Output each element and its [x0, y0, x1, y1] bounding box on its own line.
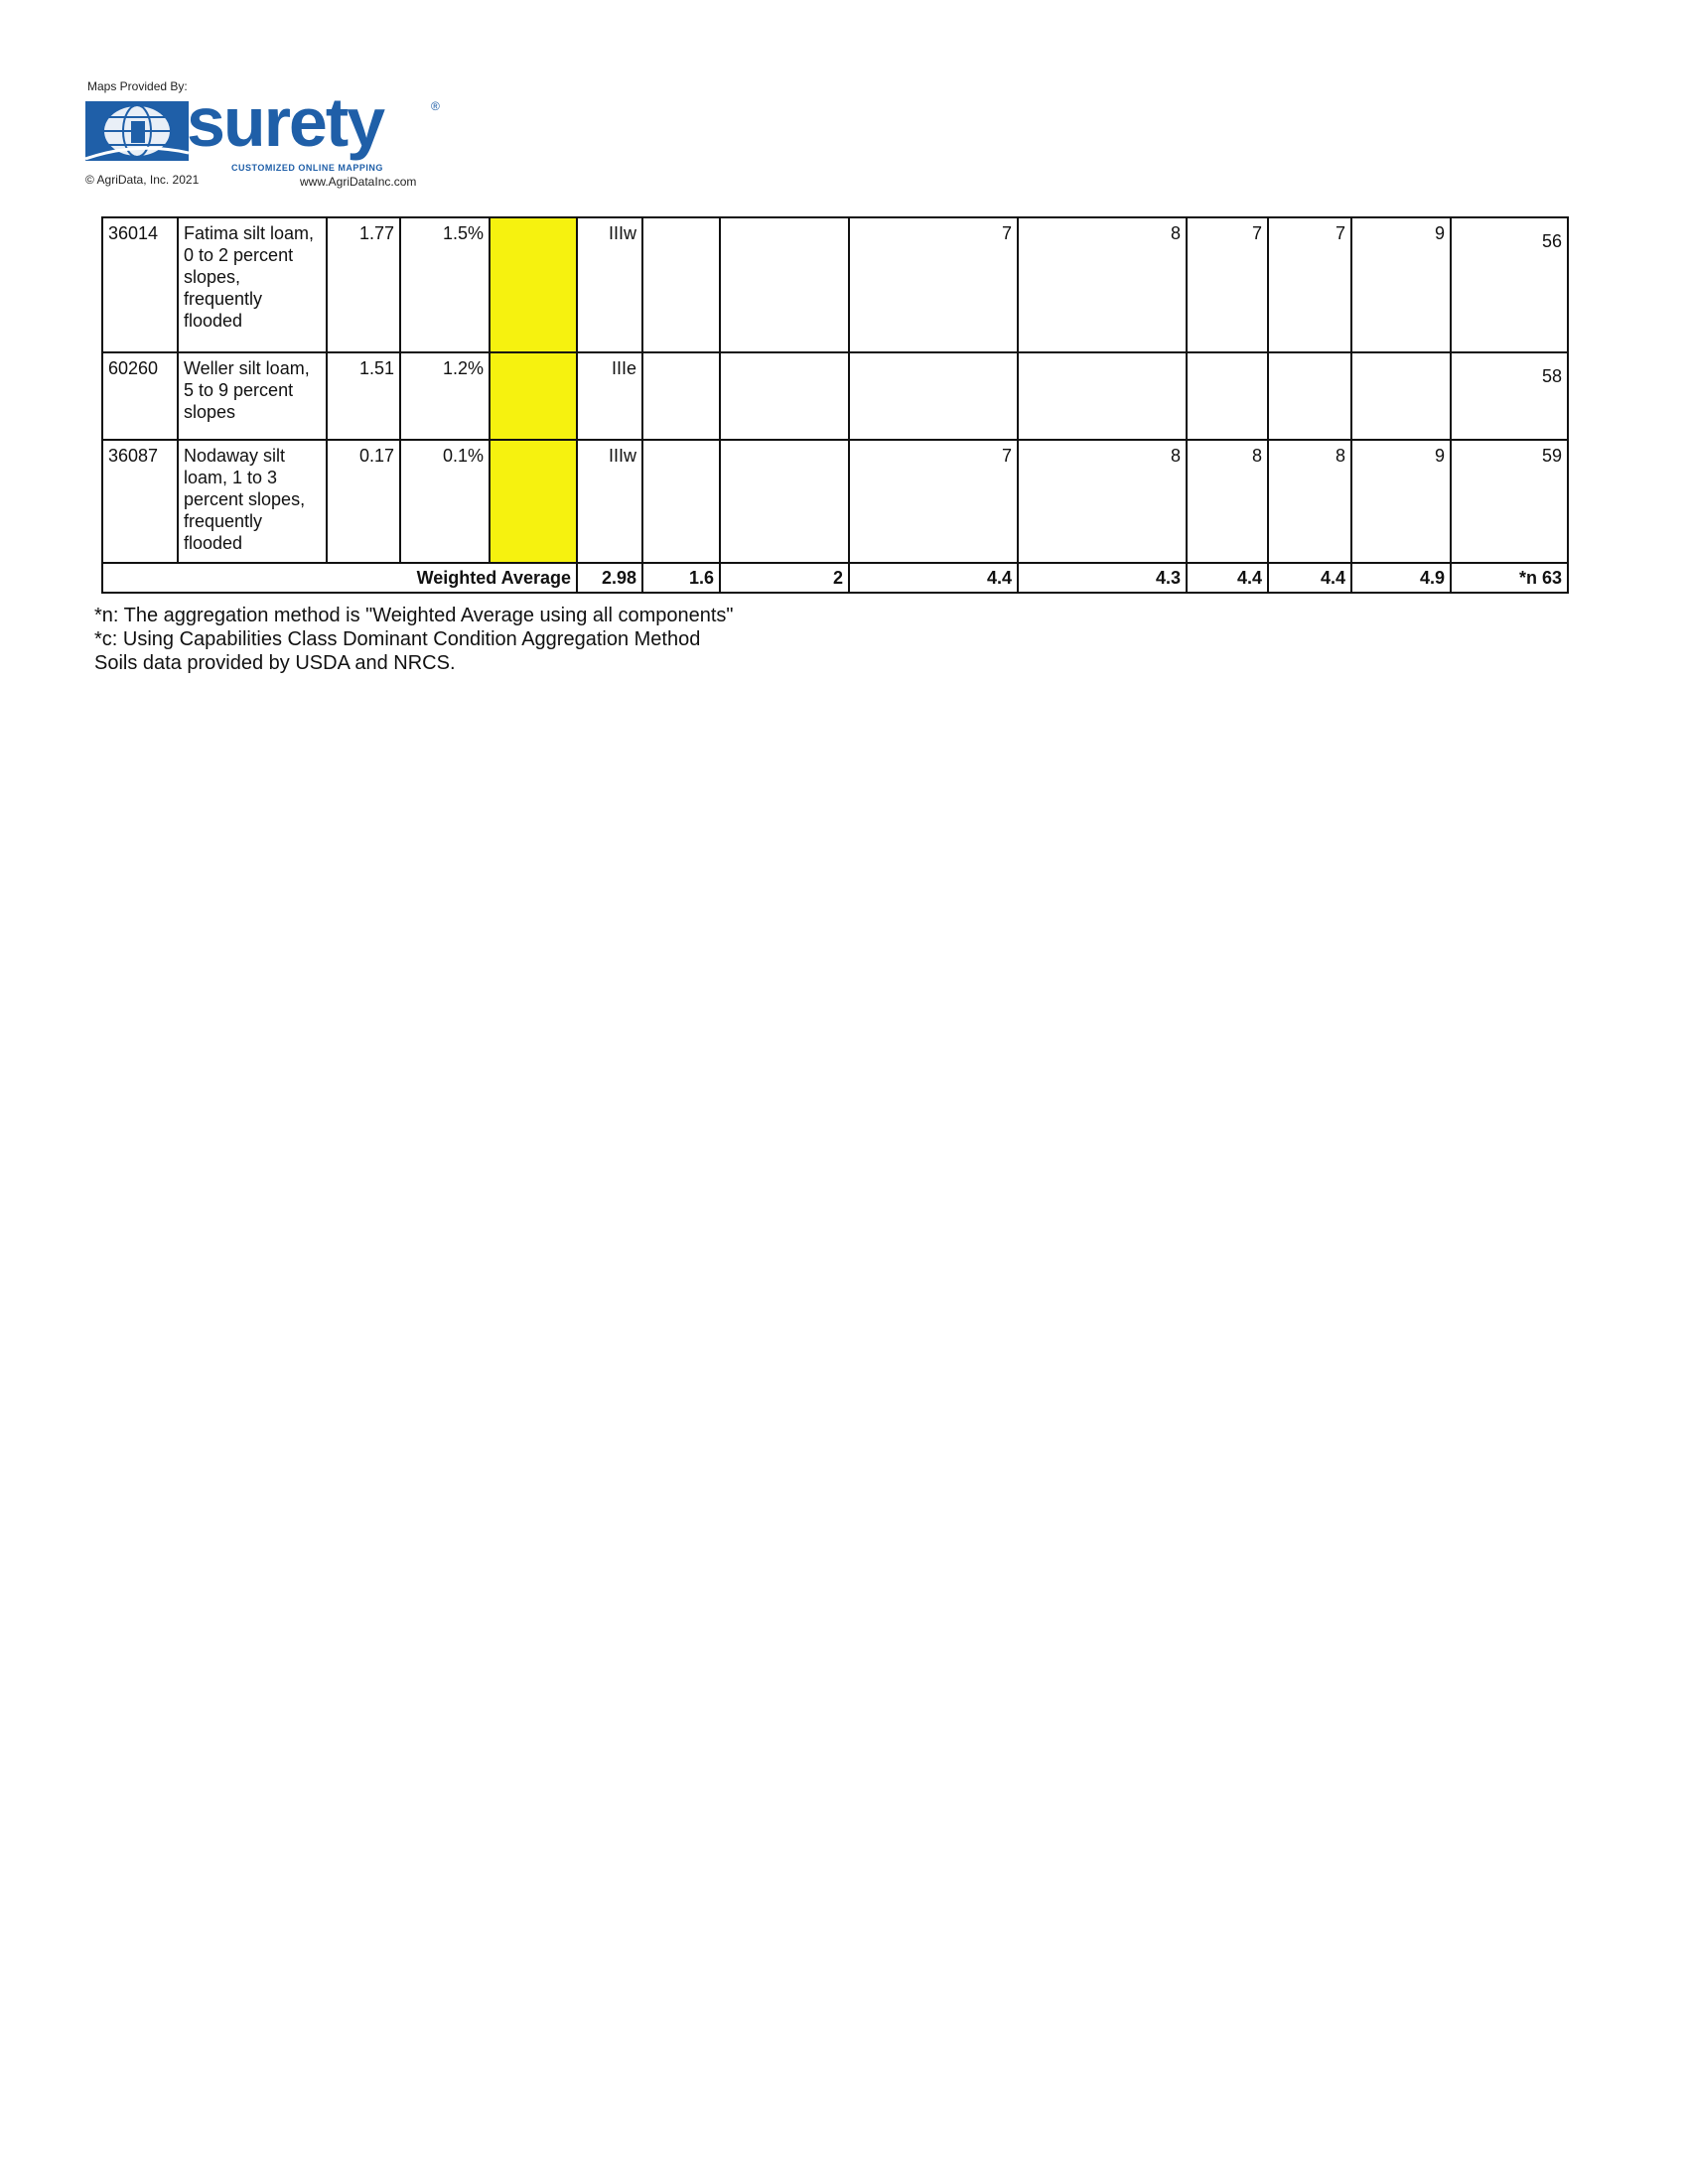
soil-description: Weller silt loam, 5 to 9 percent slopes — [178, 352, 327, 440]
soil-value-c3: 7 — [849, 217, 1018, 352]
table-row — [102, 217, 1568, 352]
soil-class: IIIe — [577, 352, 642, 440]
brand-tagline: CUSTOMIZED ONLINE MAPPING — [231, 163, 383, 173]
soil-value-c5: 8 — [1187, 440, 1268, 563]
soil-value-c4 — [1018, 352, 1187, 440]
footnote-source: Soils data provided by USDA and NRCS. — [94, 652, 456, 674]
soil-value-c2 — [720, 217, 849, 352]
soil-value-c1 — [642, 352, 720, 440]
maps-provided-label: Maps Provided By: — [87, 79, 188, 93]
weighted-average-label: Weighted Average — [102, 563, 577, 593]
soil-value-c8: 59 — [1451, 440, 1568, 563]
soil-acres: 0.17 — [327, 440, 400, 563]
table-row — [102, 440, 1568, 563]
soil-value-c8: 58 — [1451, 352, 1568, 440]
soil-code: 36087 — [102, 440, 178, 563]
soil-value-c6: 8 — [1268, 440, 1351, 563]
soil-value-c3 — [849, 352, 1018, 440]
soil-value-c7: 9 — [1351, 217, 1451, 352]
soil-code: 60260 — [102, 352, 178, 440]
weighted-average-c6: 4.4 — [1268, 563, 1351, 593]
soil-value-c4: 8 — [1018, 440, 1187, 563]
soil-value-c8: 56 — [1451, 217, 1568, 352]
footnotes — [94, 604, 734, 675]
soil-value-c1 — [642, 217, 720, 352]
soil-percent: 0.1% — [400, 440, 490, 563]
soil-description: Fatima silt loam, 0 to 2 percent slopes, frequently flooded — [178, 217, 327, 352]
soil-value-c1 — [642, 440, 720, 563]
weighted-average-class: 2.98 — [577, 563, 642, 593]
soil-percent: 1.5% — [400, 217, 490, 352]
soil-value-c7 — [1351, 352, 1451, 440]
soil-value-c2 — [720, 440, 849, 563]
soil-value-c3: 7 — [849, 440, 1018, 563]
soil-value-c4: 8 — [1018, 217, 1187, 352]
soil-acres: 1.77 — [327, 217, 400, 352]
weighted-average-row — [102, 563, 1568, 593]
soil-legend-swatch — [490, 440, 577, 563]
table-row — [102, 352, 1568, 440]
soil-value-c6 — [1268, 352, 1351, 440]
soil-class: IIIw — [577, 440, 642, 563]
website-text: www.AgriDataInc.com — [300, 175, 417, 189]
soil-percent: 1.2% — [400, 352, 490, 440]
soils-table — [101, 216, 1569, 594]
soil-legend-swatch — [490, 217, 577, 352]
soil-value-c2 — [720, 352, 849, 440]
globe-icon — [85, 101, 189, 161]
soil-legend-swatch — [490, 352, 577, 440]
footnote-aggregation: *n: The aggregation method is "Weighted Average using all components" — [94, 605, 734, 626]
soil-value-c7: 9 — [1351, 440, 1451, 563]
soil-class: IIIw — [577, 217, 642, 352]
registered-mark: ® — [431, 99, 440, 113]
footnote-capabilities: *c: Using Capabilities Class Dominant Condition Aggregation Method — [94, 628, 701, 650]
weighted-average-c1: 1.6 — [642, 563, 720, 593]
weighted-average-c3: 4.4 — [849, 563, 1018, 593]
weighted-average-c5: 4.4 — [1187, 563, 1268, 593]
copyright-text: © AgriData, Inc. 2021 — [85, 173, 200, 187]
soil-acres: 1.51 — [327, 352, 400, 440]
soil-value-c5: 7 — [1187, 217, 1268, 352]
soil-code: 36014 — [102, 217, 178, 352]
weighted-average-c8: *n 63 — [1451, 563, 1568, 593]
weighted-average-c2: 2 — [720, 563, 849, 593]
weighted-average-c4: 4.3 — [1018, 563, 1187, 593]
header — [85, 79, 443, 189]
soil-value-c6: 7 — [1268, 217, 1351, 352]
soil-value-c5 — [1187, 352, 1268, 440]
brand-name: surety — [187, 83, 384, 161]
soil-description: Nodaway silt loam, 1 to 3 percent slopes, frequently flooded — [178, 440, 327, 563]
weighted-average-c7: 4.9 — [1351, 563, 1451, 593]
